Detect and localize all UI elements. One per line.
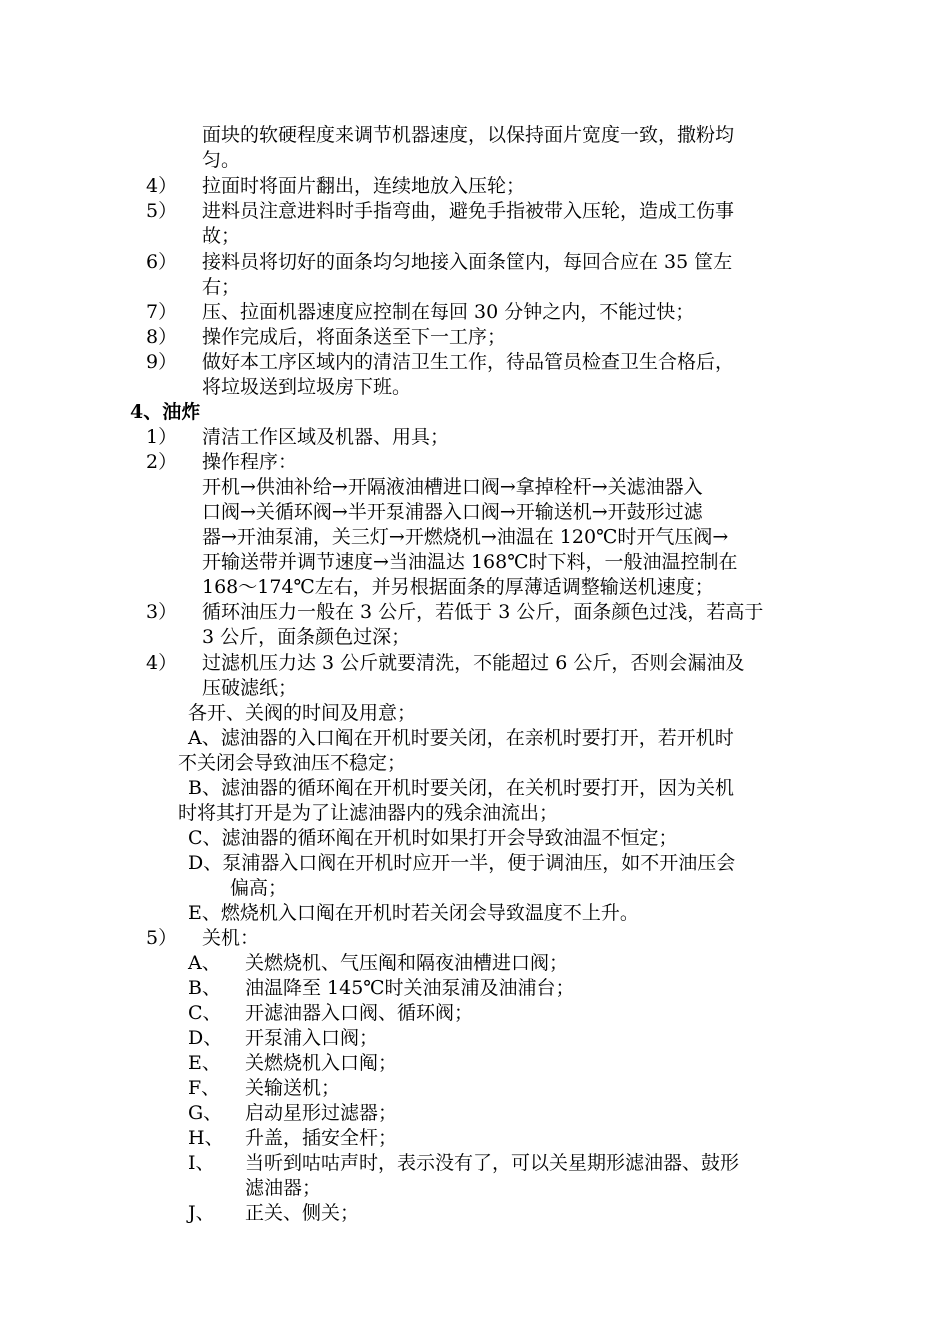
shutdown-step-label: E、 [188, 1052, 221, 1074]
list-number: 8） [146, 326, 178, 348]
list-item-text: 做好本工序区域内的清洁卫生工作，待品管员检查卫生合格后， [202, 351, 735, 373]
shutdown-step-text: 开滤油器入口阀、循环阀； [245, 1002, 474, 1024]
list-item-text: 清洁工作区域及机器、用具； [202, 426, 450, 448]
paragraph-line: 匀。 [202, 149, 241, 171]
list-number: 5） [146, 200, 178, 222]
shutdown-step-text: 升盖，插安全杆； [245, 1127, 398, 1149]
shutdown-step-text: 启动星形过滤器； [245, 1102, 398, 1124]
procedure-line: 开输送带并调节速度→当油温达 168℃时下料，一般油温控制在 [202, 551, 738, 573]
valve-note-b: B、滤油器的循环阄在开机时要关闭，在关机时要打开，因为关机 [188, 777, 734, 799]
shutdown-step-text: 滤油器； [245, 1177, 322, 1199]
procedure-line: 168～174℃左右，并另根据面条的厚薄适调整输送机速度； [202, 576, 714, 598]
shutdown-step-text: 当听到咕咕声时，表示没有了，可以关星期形滤油器、鼓形 [245, 1152, 740, 1174]
shutdown-step-text: 关燃烧机入口阄； [245, 1052, 398, 1074]
shutdown-step-label: H、 [188, 1127, 224, 1149]
shutdown-step-text: 油温降至 145℃时关油泵浦及油浦台； [245, 977, 575, 999]
shutdown-step-text: 关输送机； [245, 1077, 341, 1099]
paragraph-line: 面块的软硬程度来调节机器速度，以保持面片宽度一致，撒粉均 [202, 124, 735, 146]
shutdown-step-text: 关燃烧机、气压阄和隔夜油槽进口阀； [245, 952, 569, 974]
list-number: 9） [146, 351, 178, 373]
shutdown-step-label: C、 [188, 1002, 222, 1024]
valve-note-e: E、燃烧机入口阄在开机时若关闭会导致温度不上升。 [188, 902, 639, 924]
list-item-text: 过滤机压力达 3 公斤就要清洗，不能超过 6 公斤，否则会漏油及 [202, 652, 745, 674]
list-number: 6） [146, 251, 178, 273]
list-item-text: 接料员将切好的面条均匀地接入面条筐内，每回合应在 35 筐左 [202, 251, 733, 273]
valve-note-c: C、滤油器的循环阄在开机时如果打开会导致油温不恒定； [188, 827, 678, 849]
shutdown-step-label: B、 [188, 977, 221, 999]
valve-note-b: 时将其打开是为了让滤油器内的残余油流出； [178, 802, 559, 824]
list-item-text: 操作完成后，将面条送至下一工序； [202, 326, 507, 348]
list-item-text: 将垃圾送到垃圾房下班。 [202, 376, 412, 398]
list-number: 2） [146, 451, 178, 473]
list-item-text: 关机： [202, 927, 260, 949]
shutdown-step-text: 正关、侧关； [245, 1202, 360, 1224]
list-item-text: 操作程序： [202, 451, 298, 473]
list-number: 5） [146, 927, 178, 949]
list-item-text: 压、拉面机器速度应控制在每回 30 分钟之内，不能过快； [202, 301, 695, 323]
list-number: 4） [146, 652, 178, 674]
procedure-line: 器→开油泵浦，关三灯→开燃烧机→油温在 120℃时开气压阀→ [202, 526, 729, 548]
procedure-line: 口阀→关循环阀→半开泵浦器入口阀→开输送机→开鼓形过滤 [202, 501, 703, 523]
section-heading: 4、油炸 [130, 401, 201, 423]
list-number: 7） [146, 301, 178, 323]
valve-note-d: D、泵浦器入口阀在开机时应开一半，便于调油压，如不开油压会 [188, 852, 736, 874]
list-number: 3） [146, 601, 178, 623]
list-item-text: 拉面时将面片翻出，连续地放入压轮； [202, 175, 526, 197]
shutdown-step-label: I、 [188, 1152, 215, 1174]
valve-note-a: A、滤油器的入口阄在开机时要关闭，在亲机时要打开，若开机时 [188, 727, 734, 749]
list-item-text: 压破滤纸； [202, 677, 298, 699]
list-item-text: 进料员注意进料时手指弯曲，避免手指被带入压轮，造成工伤事 [202, 200, 735, 222]
valve-note-d: 偏高； [230, 877, 288, 899]
shutdown-step-text: 开泵浦入口阀； [245, 1027, 379, 1049]
shutdown-step-label: F、 [188, 1077, 221, 1099]
list-item-text: 故； [202, 225, 241, 247]
procedure-line: 开机→供油补给→开隔液油槽进口阀→拿掉栓杆→关滤油器入 [202, 476, 703, 498]
shutdown-step-label: A、 [188, 952, 221, 974]
shutdown-step-label: G、 [188, 1102, 223, 1124]
valves-intro: 各开、关阀的时间及用意； [188, 702, 417, 724]
list-item-text: 循环油压力一般在 3 公斤，若低于 3 公斤，面条颜色过浅，若高于 [202, 601, 764, 623]
shutdown-step-label: D、 [188, 1027, 223, 1049]
list-number: 4） [146, 175, 178, 197]
shutdown-step-label: J、 [188, 1202, 215, 1224]
list-number: 1） [146, 426, 178, 448]
list-item-text: 右； [202, 276, 241, 298]
valve-note-a: 不关闭会导致油压不稳定； [178, 752, 407, 774]
list-item-text: 3 公斤，面条颜色过深； [202, 626, 411, 648]
